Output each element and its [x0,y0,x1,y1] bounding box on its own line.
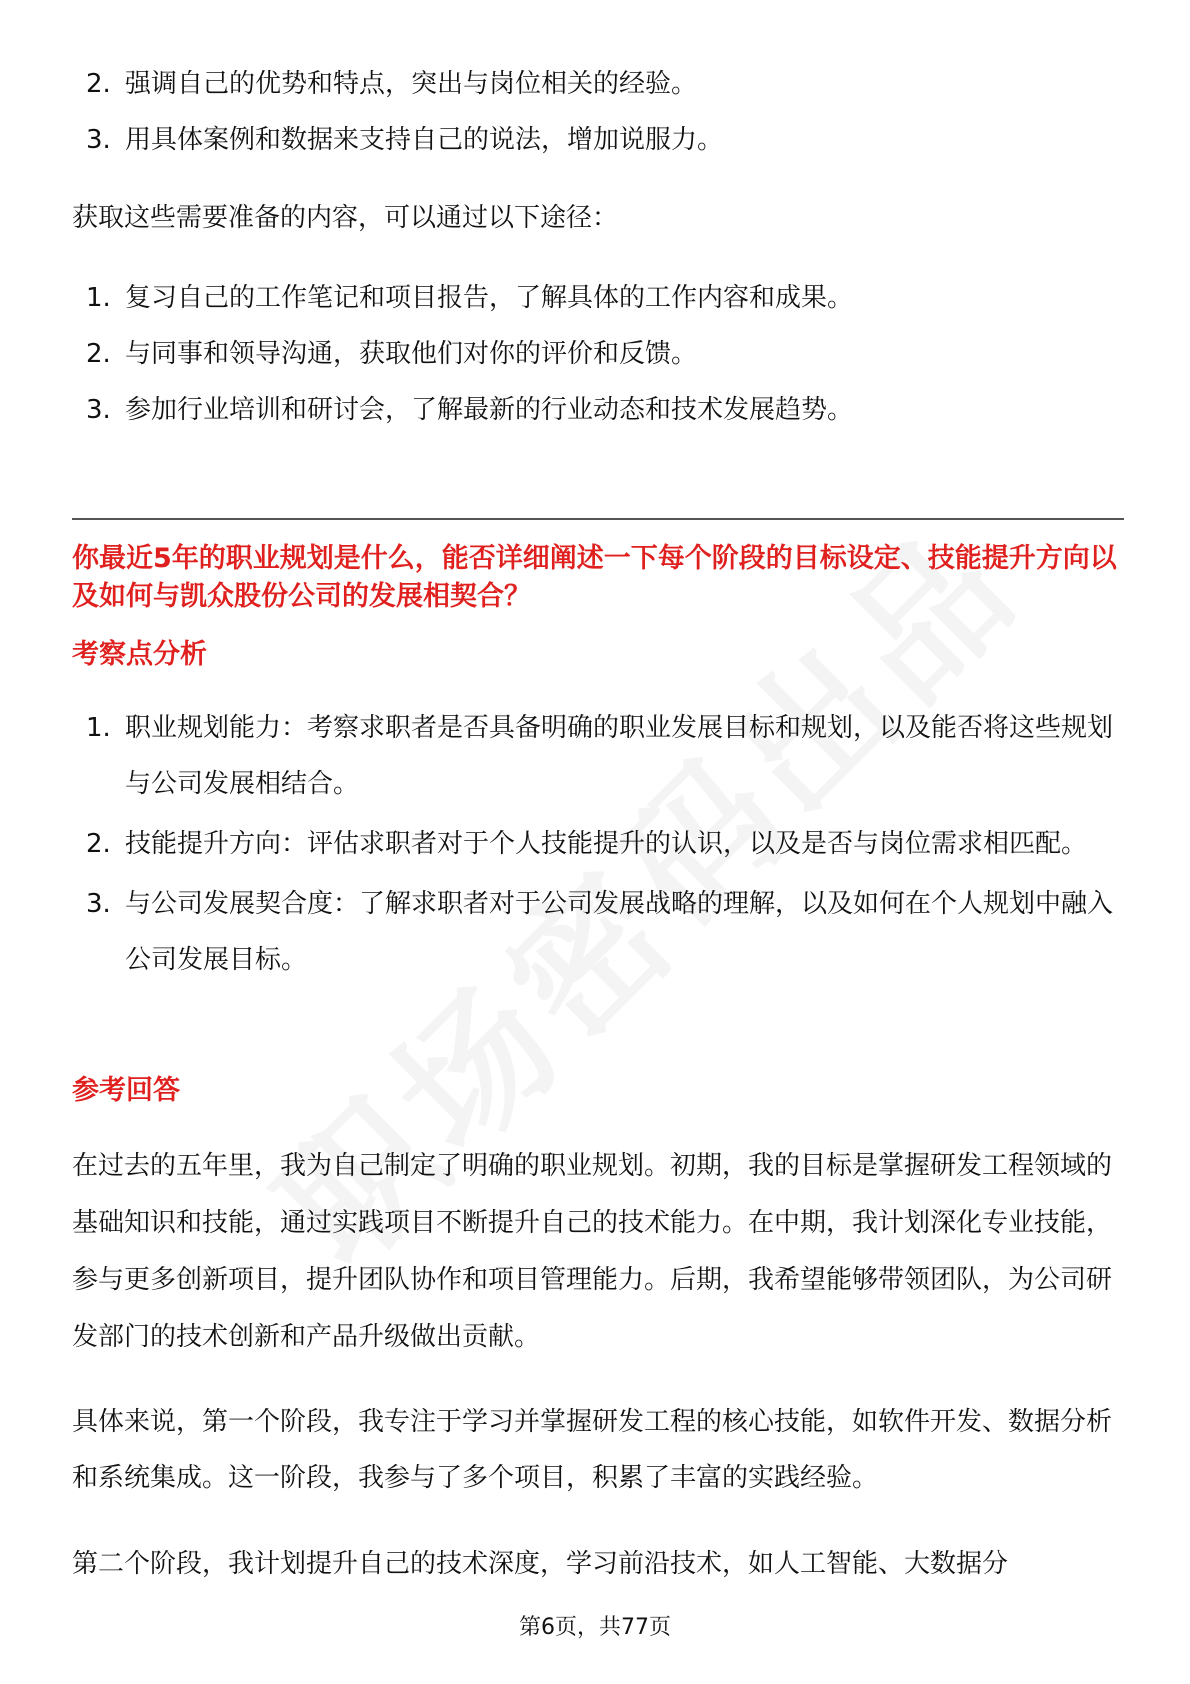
list-number: 3. [86,889,111,919]
list-item [72,112,1122,168]
list-item [72,270,1122,326]
list-text: 复习自己的工作笔记和项目报告，了解具体的工作内容和成果。 [125,283,854,313]
list-top [72,56,1122,168]
list-ways [72,270,1122,438]
list-item [72,56,1122,112]
list-number: 2. [86,829,111,859]
list-number: 3. [86,395,111,425]
list-number: 1. [86,283,111,313]
list-item [72,326,1122,382]
list-text: 与同事和领导沟通，获取他们对你的评价和反馈。 [125,339,698,369]
list-number: 2. [86,69,111,99]
answer-paragraph: 在过去的五年里，我为自己制定了明确的职业规划。初期，我的目标是掌握研发工程领域的基础知识和技能，通过实践项目不断提升自己的技术能力。在中期，我计划深化专业技能，参与更多创新项目，提升团队协作和项目管理能力。后期，我希望能够带领团队，为公司研发部门的技术创新和产品升级做出贡献。 [72,1151,1113,1352]
list-item [72,876,1122,988]
page-footer: 第6页，共77页 [519,1615,671,1640]
list-item [72,816,1122,872]
list-text: 职业规划能力：考察求职者是否具备明确的职业发展目标和规划，以及能否将这些规划与公司发展相结合。 [125,713,1114,799]
list-text: 参加行业培训和研讨会，了解最新的行业动态和技术发展趋势。 [125,395,854,425]
list-text: 技能提升方向：评估求职者对于个人技能提升的认识，以及是否与岗位需求相匹配。 [125,829,1088,859]
list-number: 1. [86,713,111,743]
answer-heading: 参考回答 [72,1075,180,1106]
list-item [72,700,1122,812]
list-text: 与公司发展契合度：了解求职者对于公司发展战略的理解，以及如何在个人规划中融入公司发展目标。 [125,889,1114,975]
list-text: 强调自己的优势和特点，突出与岗位相关的经验。 [125,69,698,99]
answer-paragraph: 具体来说，第一个阶段，我专注于学习并掌握研发工程的核心技能，如软件开发、数据分析和系统集成。这一阶段，我参与了多个项目，积累了丰富的实践经验。 [72,1407,1113,1493]
question-title: 你最近5年的职业规划是什么，能否详细阐述一下每个阶段的目标设定、技能提升方向以及如何与凯众股份公司的发展相契合？ [72,543,1117,612]
list-number: 2. [86,339,111,369]
section-divider [72,518,1124,520]
list-number: 3. [86,125,111,155]
paragraph-ways-intro: 获取这些需要准备的内容，可以通过以下途径： [72,203,619,233]
analysis-list [72,700,1122,988]
analysis-heading: 考察点分析 [72,639,207,670]
list-text: 用具体案例和数据来支持自己的说法，增加说服力。 [125,125,724,155]
answer-paragraph: 第二个阶段，我计划提升自己的技术深度，学习前沿技术，如人工智能、大数据分 [72,1549,1009,1579]
list-item [72,382,1122,438]
